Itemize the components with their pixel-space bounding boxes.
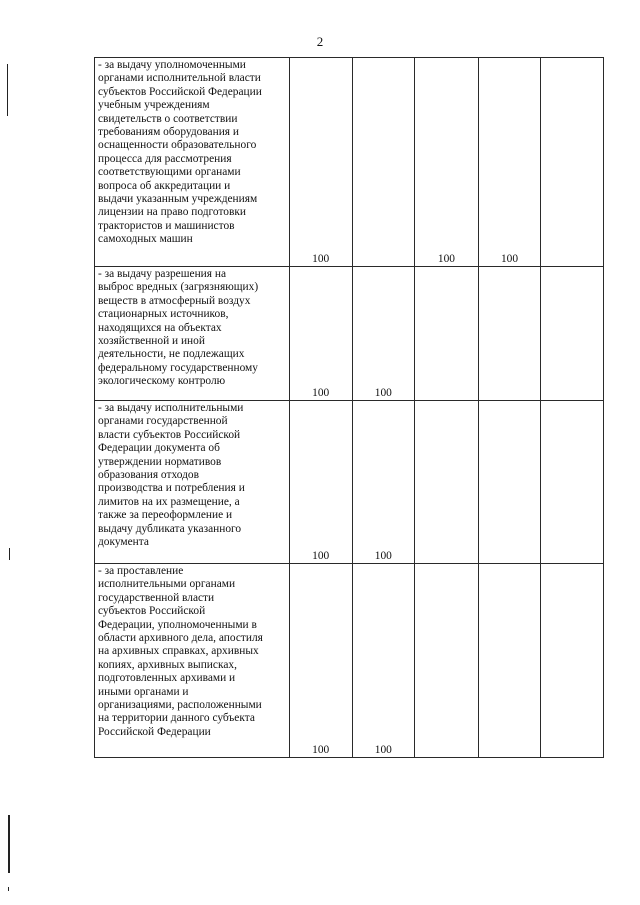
- table-row: [95, 564, 604, 758]
- value-cell: 100: [478, 58, 541, 267]
- table-row: [95, 58, 604, 267]
- value-cell: [415, 564, 479, 758]
- table-row: [95, 401, 604, 564]
- scan-margin-mark: [8, 887, 9, 891]
- value-cell: 100: [289, 401, 352, 564]
- row-description: - за проставление исполнительными органами государственной власти субъектов Российской Федерации, уполномоченными в области архивного дела, апостиля на архивных справках, архивных копиях, архивных выписках, подготовленных архивами и иными органами и организациями, расположенными на территории данного субъекта Российской Федерации: [95, 564, 290, 758]
- scan-margin-mark: [7, 64, 8, 116]
- value-cell: [478, 401, 541, 564]
- value-cell: 100: [352, 267, 415, 401]
- fee-table: [94, 57, 604, 758]
- value-cell: [478, 564, 541, 758]
- value-cell: 100: [289, 267, 352, 401]
- value-cell: [415, 267, 479, 401]
- value-cell: [541, 58, 604, 267]
- row-description: - за выдачу исполнительными органами государственной власти субъектов Российской Федерации документа об утверждении нормативов образования отходов производства и потребления и лимитов на их размещение, а также за переоформление и выдачу дубликата указанного документа: [95, 401, 290, 564]
- scan-margin-mark: [8, 815, 10, 873]
- page-number: 2: [316, 34, 324, 49]
- value-cell: 100: [289, 564, 352, 758]
- table-row: [95, 267, 604, 401]
- value-cell: 100: [352, 401, 415, 564]
- value-cell: 100: [352, 564, 415, 758]
- row-description: - за выдачу разрешения на выброс вредных (загрязняющих) веществ в атмосферный воздух стационарных источников, находящихся на объектах хозяйственной и иной деятельности, не подлежащих федеральному государственному экологическому контролю: [95, 267, 290, 401]
- value-cell: [541, 564, 604, 758]
- value-cell: 100: [289, 58, 352, 267]
- value-cell: [352, 58, 415, 267]
- row-description: - за выдачу уполномоченными органами исполнительной власти субъектов Российской Федерации учебным учреждениям свидетельств о соответствии требованиям оборудования и оснащенности образовательного процесса для рассмотрения соответствующими органами вопроса об аккредитации и выдачи указанным учреждениям лицензии на право подготовки трактористов и машинистов самоходных машин: [95, 58, 290, 267]
- value-cell: 100: [415, 58, 479, 267]
- value-cell: [541, 267, 604, 401]
- value-cell: [415, 401, 479, 564]
- scan-margin-mark: [9, 548, 10, 560]
- value-cell: [478, 267, 541, 401]
- value-cell: [541, 401, 604, 564]
